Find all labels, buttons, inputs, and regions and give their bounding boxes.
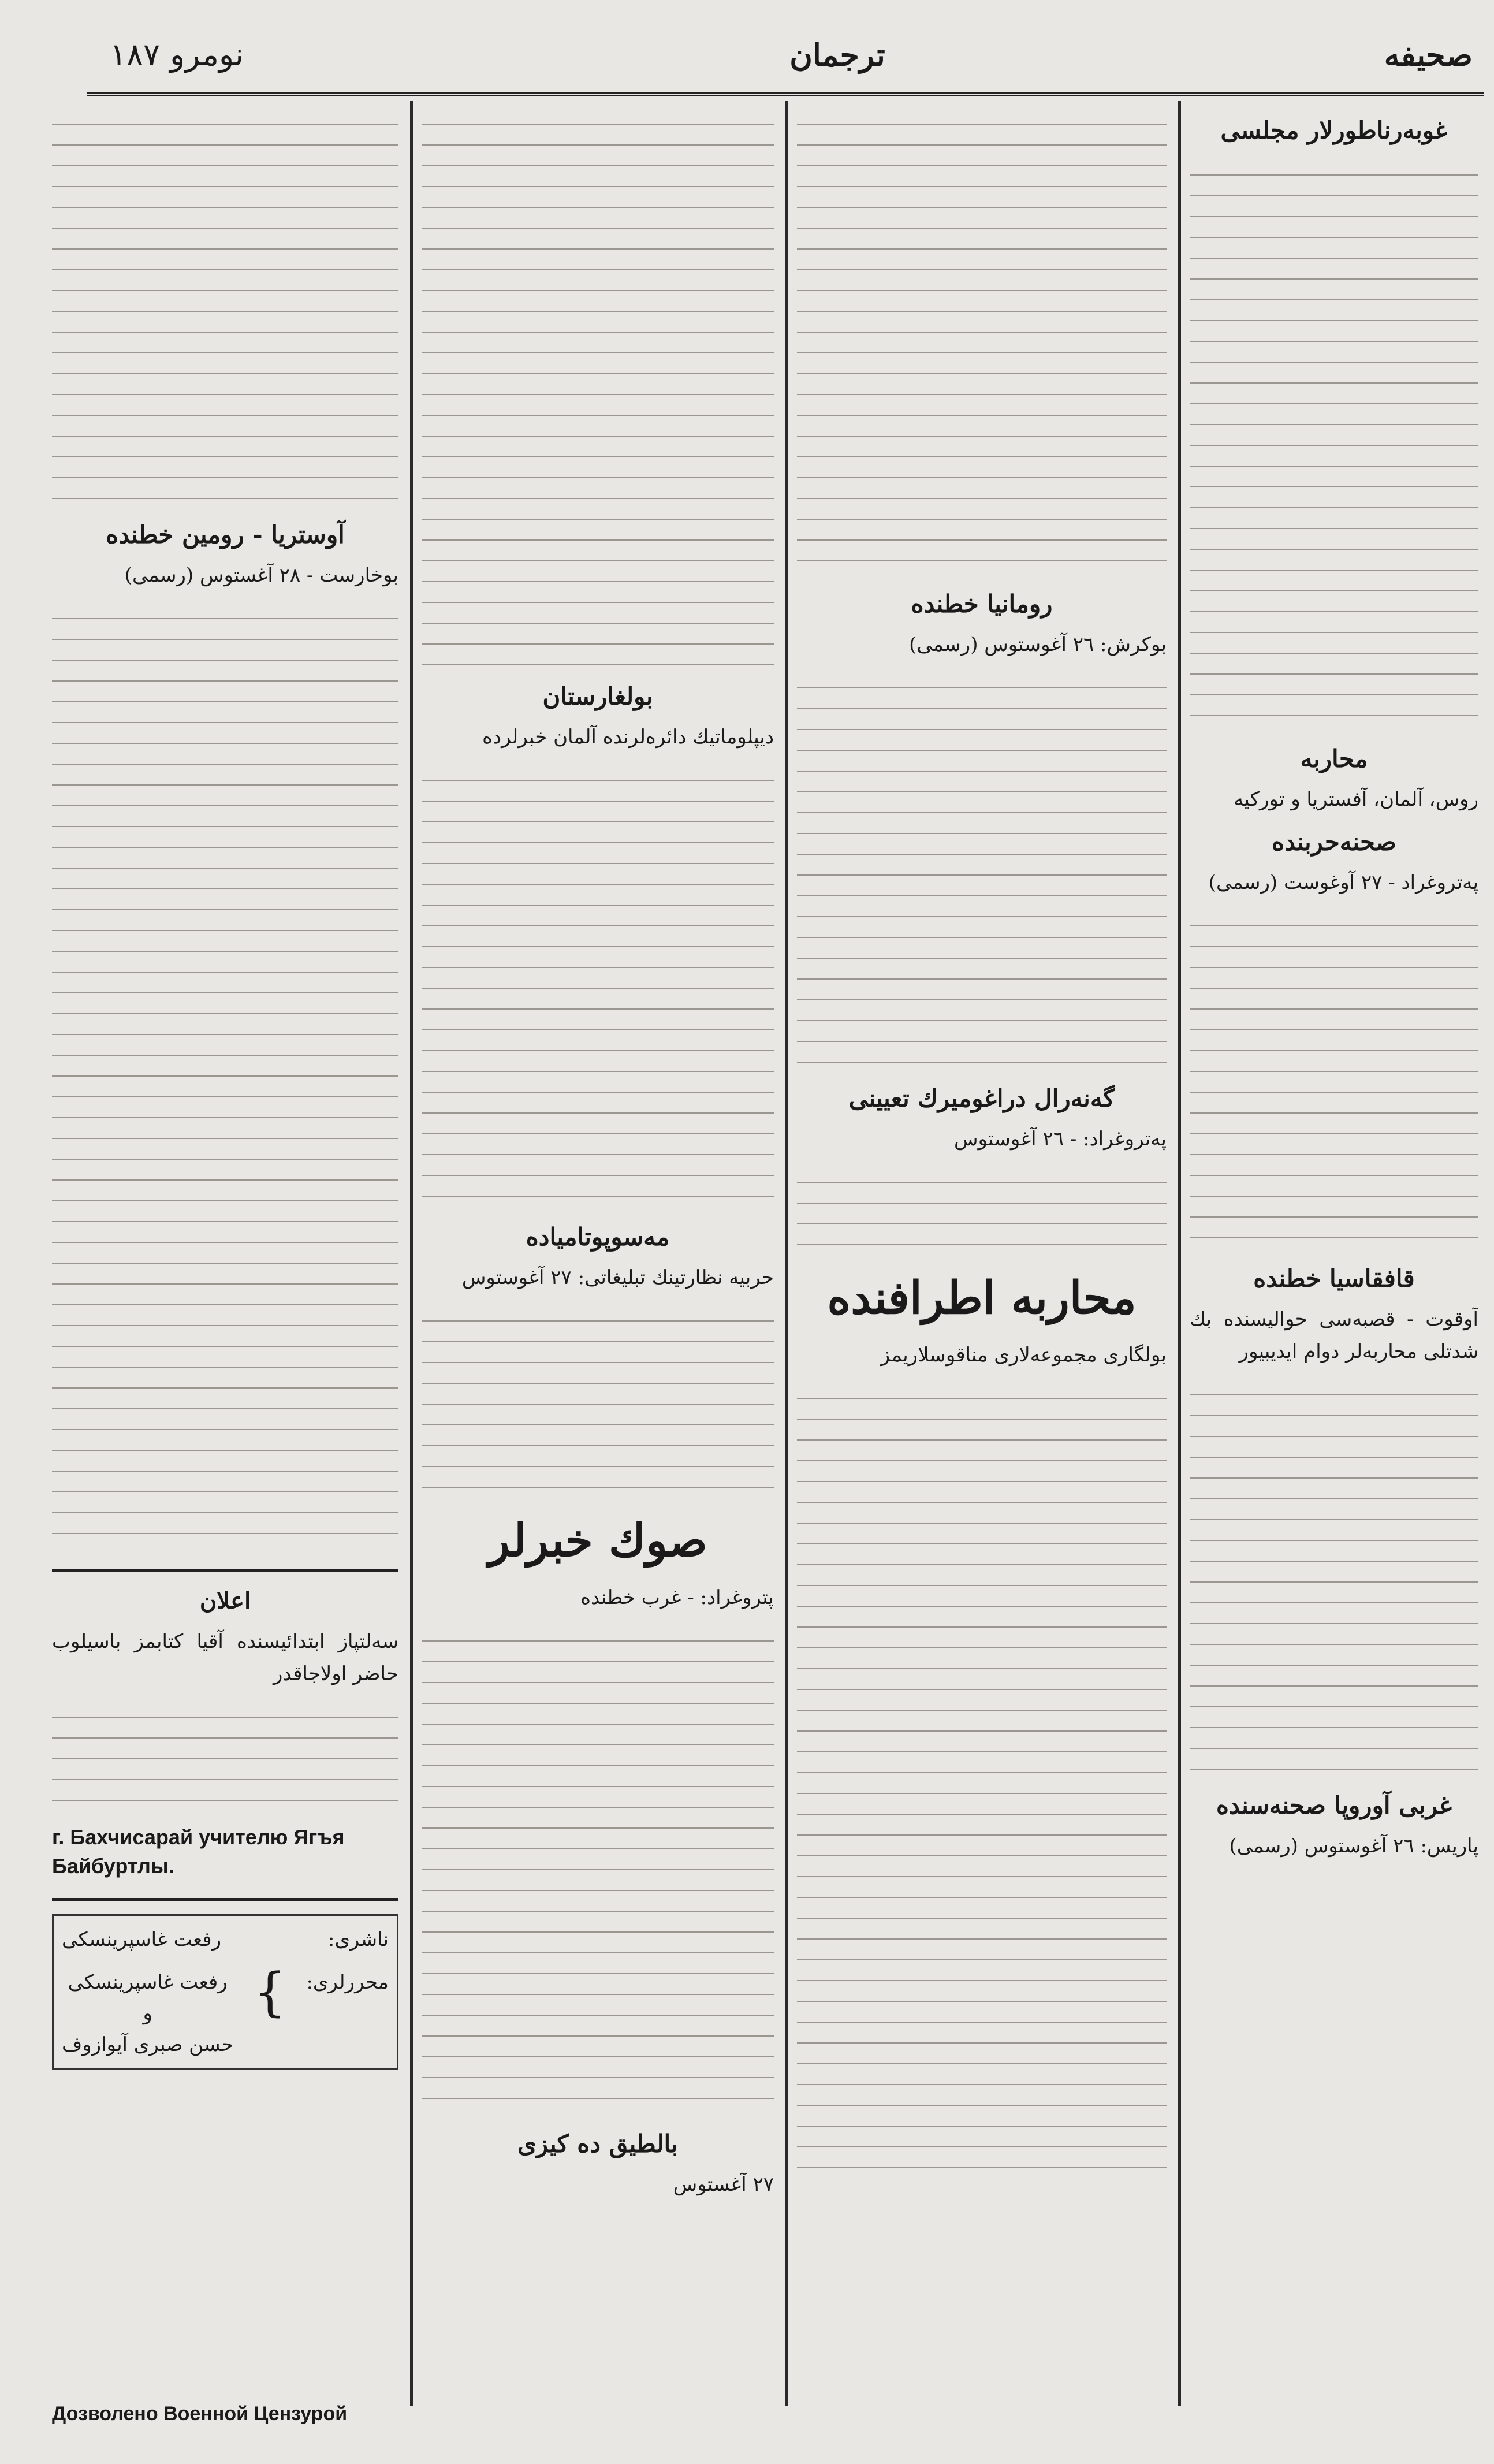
col1-s4-heading: غربی آوروپا صحنه‌سنده xyxy=(1216,1791,1452,1819)
col2-filler xyxy=(797,104,1167,578)
publisher-name: رفعت غاسپرینسکی xyxy=(62,1928,222,1951)
col1-s4-text: پاریس: ۲٦ آغوستوس (رسمی) xyxy=(1229,1834,1478,1858)
col2-filler xyxy=(797,668,1167,1072)
col4-s1-text: بوخارست - ۲۸ آغستوس (رسمی) xyxy=(124,564,398,587)
col4-s1-heading: آوستریا - رومین خطنده xyxy=(106,520,345,549)
col1-s3-text: آوقوت - قصبه‌سی حوالیسنده بك شدتلی محاربه‌لر دوام ایدیبیور xyxy=(1190,1308,1478,1363)
col3-filler xyxy=(422,1301,774,1497)
editors-row xyxy=(62,1962,389,2060)
col3-s2-text: حربیه نظارتینك تبلیغاتی: ۲۷ آغوستوس xyxy=(461,1266,774,1289)
page-label: صحیفه xyxy=(1384,36,1473,73)
col1-s1-text: روس، آلمان، آفستریا و تورکیه xyxy=(1234,788,1478,811)
col1-s2-heading: صحنه‌حربنده xyxy=(1272,828,1396,856)
col2-s3-text: بولگاری مجموعه‌لاری مناقوسلاریمز xyxy=(880,1343,1167,1367)
col3-big-heading: صوك خبرلر xyxy=(488,1514,707,1567)
column-rule xyxy=(785,101,788,2406)
col1-s2-text: پەتروغراد - ۲۷ آوغوست (رسمی) xyxy=(1208,871,1478,894)
column-rule xyxy=(1178,101,1181,2406)
publisher-row xyxy=(62,1924,389,1955)
masthead xyxy=(87,23,1484,96)
column-2 xyxy=(797,104,1167,2391)
column-1 xyxy=(1190,104,1478,2391)
editors-label: محرر‌لری: xyxy=(306,1971,389,1994)
censor-note: Дозволено Военной Цензурой xyxy=(52,2403,348,2425)
editor-1: رفعت غاسپرینسکی xyxy=(68,1971,228,1994)
col1-filler xyxy=(1190,1375,1478,1779)
col3-filler xyxy=(422,1621,774,2117)
masthead-credits xyxy=(52,1914,398,2070)
col2-s1-text: بوکرش: ۲٦ آغوستوس (رسمی) xyxy=(909,633,1167,656)
col3-s3-text: پتروغراد: - غرب خطنده xyxy=(580,1586,774,1609)
col3-s4-text: ۲۷ آغستوس xyxy=(673,2173,774,2196)
brace-ornament: } xyxy=(253,1962,287,2023)
col2-s2-text: پەتروغراد: - ۲٦ آغوستوس xyxy=(954,1127,1167,1151)
col4-filler xyxy=(52,104,398,508)
col2-s2-heading: گه‌نه‌رال دراغومیرك تعیینی xyxy=(848,1084,1115,1112)
col1-filler xyxy=(1190,906,1478,1252)
column-4 xyxy=(52,104,398,2391)
announcement-title: اعلان xyxy=(199,1587,251,1614)
announcement-text: سه‌لتپاز ابتدائیسنده آقیا کتابمز باسیلوب حاضر اولاجاقدر xyxy=(52,1630,398,1685)
col3-s1-text: دیپلوماتیك دائره‌لرنده آلمان خبرلرده xyxy=(482,725,774,749)
col1-s1-heading: محاربه xyxy=(1300,745,1368,773)
announcement-filler xyxy=(52,1697,398,1812)
announcement-signature: г. Бахчисарай учителю Ягъя Байбуртлы. xyxy=(52,1825,345,1878)
col3-s1-heading: بولغارستان xyxy=(542,682,653,710)
col2-big-heading: محاربه اطرافنده xyxy=(827,1272,1137,1324)
publisher-label: ناشری: xyxy=(327,1928,389,1951)
col1-s3-heading: قافقاسیا خطنده xyxy=(1253,1264,1415,1293)
col2-filler xyxy=(797,1162,1167,1255)
col4-filler xyxy=(52,598,398,1551)
col1-filler xyxy=(1190,155,1478,732)
editor-2: حسن صبری آیوازوف xyxy=(62,2033,234,2056)
newspaper-title: ترجمان xyxy=(789,36,885,73)
col2-s1-heading: رومانیا خطنده xyxy=(911,590,1053,618)
col3-s2-heading: مه‌سوپوتامیاده xyxy=(526,1223,670,1251)
col3-filler xyxy=(422,760,774,1211)
col3-s4-heading: بالطیق ده کیزی xyxy=(517,2130,679,2158)
editor-join: و xyxy=(143,2002,152,2025)
publisher-separator xyxy=(52,1898,398,1901)
col1-intro-heading: غوبه‌رناطورلار مجلسی xyxy=(1220,116,1448,144)
column-rule xyxy=(410,101,413,2406)
column-3 xyxy=(422,104,774,2391)
col3-filler xyxy=(422,104,774,670)
issue-number: نومرو ۱۸۷ xyxy=(110,36,244,73)
col2-filler xyxy=(797,1378,1167,2187)
announcement-separator xyxy=(52,1569,398,1572)
